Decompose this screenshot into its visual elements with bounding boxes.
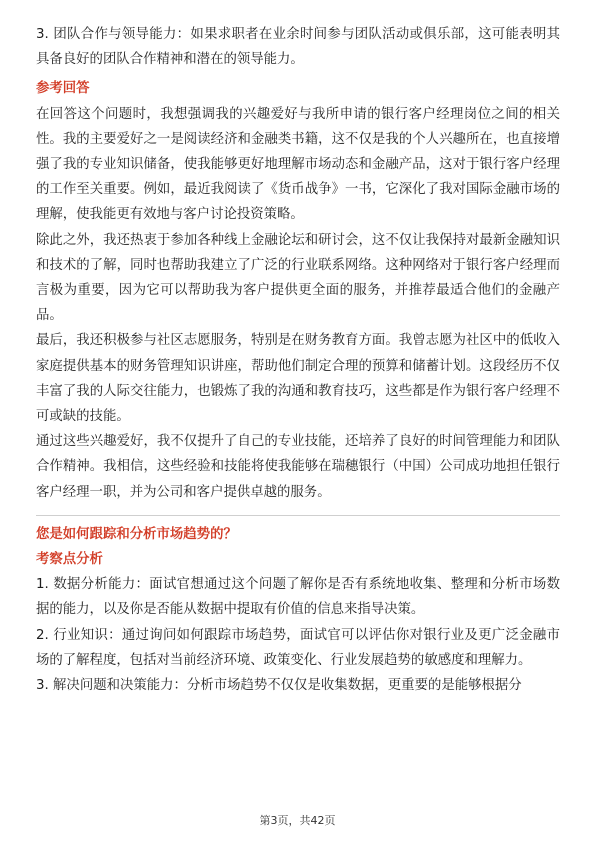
analysis-heading: 考察点分析: [36, 552, 103, 568]
answer-paragraph-3: 最后，我还积极参与社区志愿服务，特别是在财务教育方面。我曾志愿为社区中的低收入家庭提供基本的财务管理知识讲座，帮助他们制定合理的预算和储蓄计划。这段经历不仅丰富了我的人际交往能力，也锻炼了我的沟通和教育技巧，这些都是作为银行客户经理不可或缺的技能。: [36, 333, 560, 425]
analysis-point-1: 1. 数据分析能力：面试官想通过这个问题了解你是否有系统地收集、整理和分析市场数据的能力，以及你是否能从数据中提取有价值的信息来指导决策。: [36, 577, 560, 618]
page-number-footer: 第3页，共42页: [259, 814, 336, 827]
answer-paragraph-2: 除此之外，我还热衷于参加各种线上金融论坛和研讨会，这不仅让我保持对最新金融知识和技术的了解，同时也帮助我建立了广泛的行业联系网络。这种网络对于银行客户经理而言极为重要，因为它可以帮助我为客户提供更全面的服务，并推荐最适合他们的金融产品。: [36, 232, 560, 324]
answer-paragraph-4: 通过这些兴趣爱好，我不仅提升了自己的专业技能，还培养了良好的时间管理能力和团队合作精神。我相信，这些经验和技能将使我能够在瑞穗银行（中国）公司成功地担任银行客户经理一职，并为公司和客户提供卓越的服务。: [36, 434, 560, 500]
answer-heading: 参考回答: [36, 81, 90, 97]
analysis-point-3: 3. 解决问题和决策能力：分析市场趋势不仅仅是收集数据，更重要的是能够根据分: [36, 678, 522, 694]
answer-paragraph-1: 在回答这个问题时，我想强调我的兴趣爱好与我所申请的银行客户经理岗位之间的相关性。我的主要爱好之一是阅读经济和金融类书籍，这不仅是我的个人兴趣所在，也直接增强了我的专业知识储备，使我能够更好地理解市场动态和金融产品，这对于银行客户经理的工作至关重要。例如，最近我阅读了《货币战争》一书，它深化了我对国际金融市场的理解，使我能更有效地与客户讨论投资策略。: [36, 106, 560, 223]
analysis-point-2: 2. 行业知识：通过询问如何跟踪市场趋势，面试官可以评估你对银行业及更广泛金融市场的了解程度，包括对当前经济环境、政策变化、行业发展趋势的敏感度和理解力。: [36, 627, 560, 668]
document-page: [36, 22, 560, 698]
paragraph-team-leadership: 3. 团队合作与领导能力：如果求职者在业余时间参与团队活动或俱乐部，这可能表明其具备良好的团队合作精神和潜在的领导能力。: [36, 27, 560, 68]
section-divider: [36, 515, 560, 516]
question-title: 您是如何跟踪和分析市场趋势的？: [36, 526, 237, 542]
